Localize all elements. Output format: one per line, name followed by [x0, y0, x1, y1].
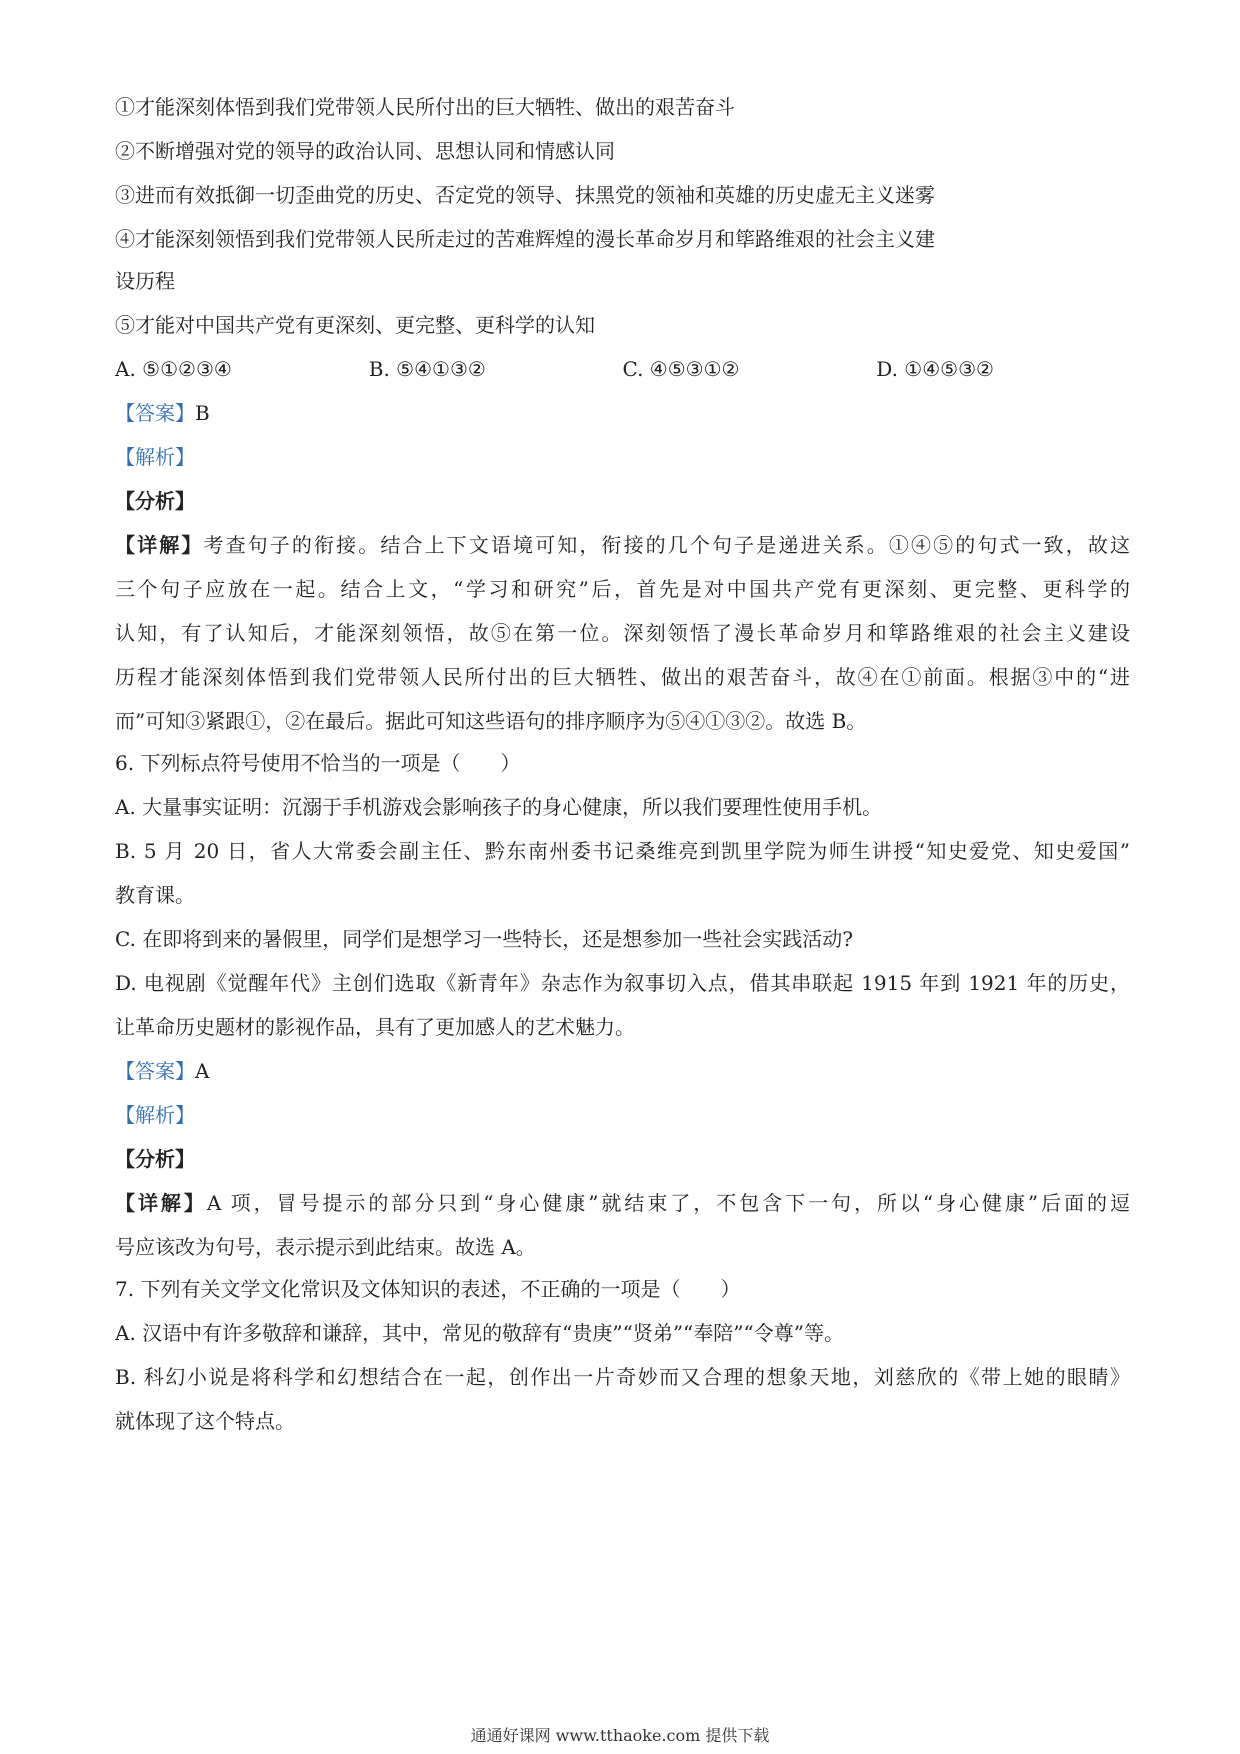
q7-option-b-cont: 就体现了这个特点。	[115, 1409, 295, 1433]
q7-option-b: B. 科幻小说是将科学和幻想结合在一起，创作出一片奇妙而又合理的想象天地，刘慈欣的《带上她的眼睛》	[115, 1365, 1130, 1389]
footer-source: 通通好课网 www.tthaoke.com 提供下载	[470, 1726, 770, 1745]
answer-value: A	[195, 1059, 210, 1083]
fenxi-tag: 【分析】	[115, 1147, 195, 1171]
q5-detail-line-3: 认知，有了认知后，才能深刻领悟，故⑤在第一位。深刻领悟了漫长革命岁月和筚路维艰的社会主义建设	[115, 621, 1130, 645]
q5-detail-line-2: 三个句子应放在一起。结合上文，“学习和研究”后，首先是对中国共产党有更深刻、更完整、更科学的	[115, 577, 1130, 601]
q6-stem-post: 的一项是（ ）	[360, 751, 521, 775]
q5-detail-line-5: 而”可知③紧跟①，②在最后。据此可知这些语句的排序顺序为⑤④①③②。故选 B。	[115, 709, 867, 733]
analysis-tag: 【解析】	[115, 1103, 195, 1127]
q5-detail-line-1	[115, 530, 1130, 560]
detail-text: 考查句子的衔接。结合上下文语境可知，衔接的几个句子是递进关系。①④⑤的句式一致，故这	[203, 533, 1130, 557]
q5-answer	[115, 398, 1130, 428]
q7-option-a: A. 汉语中有许多敬辞和谦辞，其中，常见的敬辞有“贵庚”“贤弟”“奉陪”“令尊”等。	[115, 1321, 844, 1345]
q5-item-4-cont: 设历程	[115, 269, 175, 293]
q5-item-5: ⑤才能对中国共产党有更深刻、更完整、更科学的认知	[115, 313, 595, 337]
detail-tag: 【详解】	[115, 1191, 207, 1215]
q6-option-d: D. 电视剧《觉醒年代》主创们选取《新青年》杂志作为叙事切入点，借其串联起 1915 年到 1921 年的历史，	[115, 971, 1130, 995]
q5-options	[115, 354, 1130, 384]
q5-item-4: ④才能深刻领悟到我们党带领人民所走过的苦难辉煌的漫长革命岁月和筚路维艰的社会主义建	[115, 227, 935, 251]
q6-answer	[115, 1056, 1130, 1086]
detail-tag: 【详解】	[115, 533, 204, 557]
q6-stem-emph: 当	[340, 751, 361, 775]
q5-item-2: ②不断增强对党的领导的政治认同、思想认同和情感认同	[115, 139, 615, 163]
q5-fenxi	[115, 486, 1130, 516]
q7-stem-emph: 确	[560, 1277, 581, 1301]
q6-stem-emph: 不	[300, 751, 321, 775]
answer-value: B	[195, 401, 210, 425]
detail-text: A 项，冒号提示的部分只到“身心健康”就结束了，不包含下一句，所以“身心健康”后面的逗	[206, 1191, 1130, 1215]
q5-option-b: B. ⑤④①③②	[368, 357, 486, 381]
fenxi-tag: 【分析】	[115, 489, 195, 513]
q6-fenxi	[115, 1144, 1130, 1174]
q5-analysis	[115, 442, 1130, 472]
answer-tag: 【答案】	[115, 401, 195, 425]
q7-stem-emph: 正	[540, 1277, 561, 1301]
q7-stem-post: 的一项是（ ）	[580, 1277, 741, 1301]
q6-option-b-cont: 教育课。	[115, 883, 195, 907]
q5-item-1: ①才能深刻体悟到我们党带领人民所付出的巨大牺牲、做出的艰苦奋斗	[115, 95, 735, 119]
q6-option-a: A. 大量事实证明：沉溺于手机游戏会影响孩子的身心健康，所以我们要理性使用手机。	[115, 795, 883, 819]
analysis-tag: 【解析】	[115, 445, 195, 469]
q6-option-b: B. 5 月 20 日，省人大常委会副主任、黔东南州委书记桑维亮到凯里学院为师生讲授“知史爱党、知史爱国”	[115, 839, 1130, 863]
q7-stem-emph: 不	[520, 1277, 541, 1301]
q7-stem-pre: 7. 下列有关文学文化常识及文体知识的表述，	[115, 1277, 521, 1301]
q7-stem	[115, 1274, 1130, 1304]
q6-stem	[115, 748, 1130, 778]
q5-option-d: D. ①④⑤③②	[876, 357, 994, 381]
q5-detail-line-4: 历程才能深刻体悟到我们党带领人民所付出的巨大牺牲、做出的艰苦奋斗，故④在①前面。根据③中的“进	[115, 665, 1130, 689]
q6-stem-pre: 6. 下列标点符号使用	[115, 751, 301, 775]
q6-option-d-cont: 让革命历史题材的影视作品，具有了更加感人的艺术魅力。	[115, 1015, 635, 1039]
q5-option-c: C. ④⑤③①②	[622, 357, 740, 381]
q6-stem-emph: 恰	[320, 751, 341, 775]
q6-detail-line-1	[115, 1188, 1130, 1218]
answer-tag: 【答案】	[115, 1059, 195, 1083]
q6-option-c: C. 在即将到来的暑假里，同学们是想学习一些特长，还是想参加一些社会实践活动?	[115, 927, 854, 951]
q6-detail-line-2: 号应该改为句号，表示提示到此结束。故选 A。	[115, 1235, 536, 1259]
q5-item-3: ③进而有效抵御一切歪曲党的历史、否定党的领导、抹黑党的领袖和英雄的历史虚无主义迷雾	[115, 183, 935, 207]
q5-option-a: A. ⑤①②③④	[115, 357, 232, 381]
q6-analysis	[115, 1100, 1130, 1130]
